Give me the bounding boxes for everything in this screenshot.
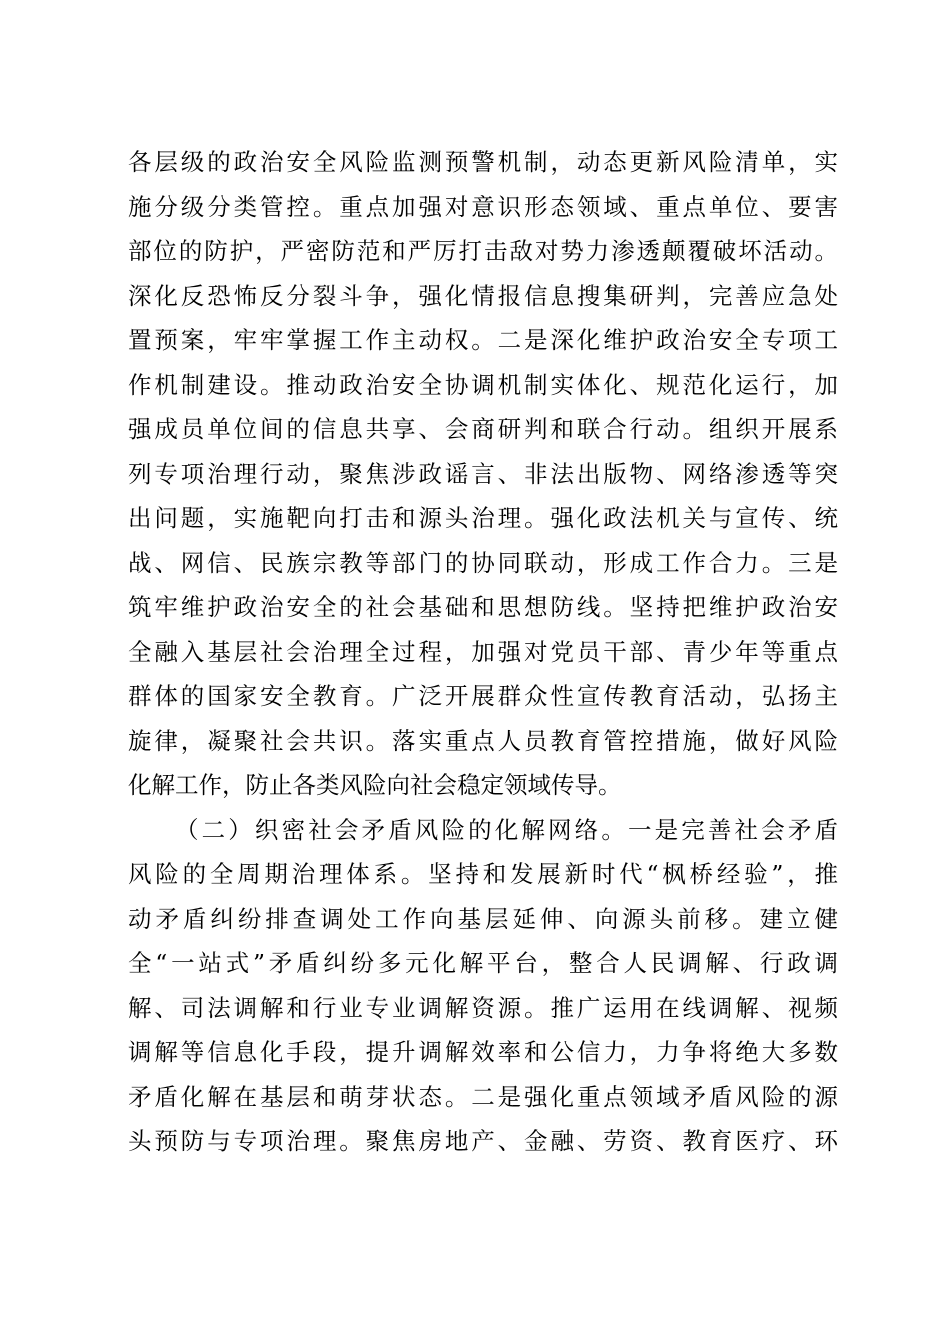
text-line: 调解等信息化手段，提升调解效率和公信力，力争将绝大多数 bbox=[128, 1038, 838, 1066]
text-line: 出问题，实施靶向打击和源头治理。强化政法机关与宣传、统 bbox=[128, 504, 838, 532]
text-line: 群体的国家安全教育。广泛开展群众性宣传教育活动，弘扬主 bbox=[128, 682, 838, 710]
text-line: 战、网信、民族宗教等部门的协同联动，形成工作合力。三是 bbox=[128, 548, 838, 577]
text-line: 矛盾化解在基层和萌芽状态。二是强化重点领域矛盾风险的源 bbox=[128, 1082, 838, 1111]
text-line: 作机制建设。推动政治安全协调机制实体化、规范化运行，加 bbox=[128, 370, 838, 399]
text-line: 置预案，牢牢掌握工作主动权。二是深化维护政治安全专项工 bbox=[128, 326, 838, 354]
text-line: 筑牢维护政治安全的社会基础和思想防线。坚持把维护政治安 bbox=[128, 593, 838, 621]
text-line: 旋律，凝聚社会共识。落实重点人员教育管控措施，做好风险 bbox=[128, 726, 838, 755]
text-line: 动矛盾纠纷排查调处工作向基层延伸、向源头前移。建立健 bbox=[128, 904, 838, 933]
text-line: 各层级的政治安全风险监测预警机制，动态更新风险清单，实 bbox=[128, 148, 838, 176]
section-heading-line: （二）织密社会矛盾风险的化解网络。一是完善社会矛盾 bbox=[175, 815, 838, 844]
text-line: 风险的全周期治理体系。坚持和发展新时代“枫桥经验”，推 bbox=[128, 860, 838, 888]
text-line: 全融入基层社会治理全过程，加强对党员干部、青少年等重点 bbox=[128, 637, 838, 666]
text-line: 深化反恐怖反分裂斗争，强化情报信息搜集研判，完善应急处 bbox=[128, 281, 838, 310]
text-line: 化解工作，防止各类风险向社会稳定领域传导。 bbox=[128, 771, 622, 799]
text-line: 头预防与专项治理。聚焦房地产、金融、劳资、教育医疗、环 bbox=[128, 1127, 838, 1155]
body-text bbox=[128, 140, 838, 1164]
paragraph-1 bbox=[128, 140, 838, 808]
text-line: 强成员单位间的信息共享、会商研判和联合行动。组织开展系 bbox=[128, 415, 838, 443]
text-line: 解、司法调解和行业专业调解资源。推广运用在线调解、视频 bbox=[128, 993, 838, 1022]
text-line: 施分级分类管控。重点加强对意识形态领域、重点单位、要害 bbox=[128, 192, 838, 221]
text-line: 部位的防护，严密防范和严厉打击敌对势力渗透颠覆破坏活动。 bbox=[128, 237, 838, 265]
text-line: 全“一站式”矛盾纠纷多元化解平台，整合人民调解、行政调 bbox=[128, 949, 838, 977]
text-line: 列专项治理行动，聚焦涉政谣言、非法出版物、网络渗透等突 bbox=[128, 459, 838, 488]
paragraph-2 bbox=[128, 808, 838, 1164]
